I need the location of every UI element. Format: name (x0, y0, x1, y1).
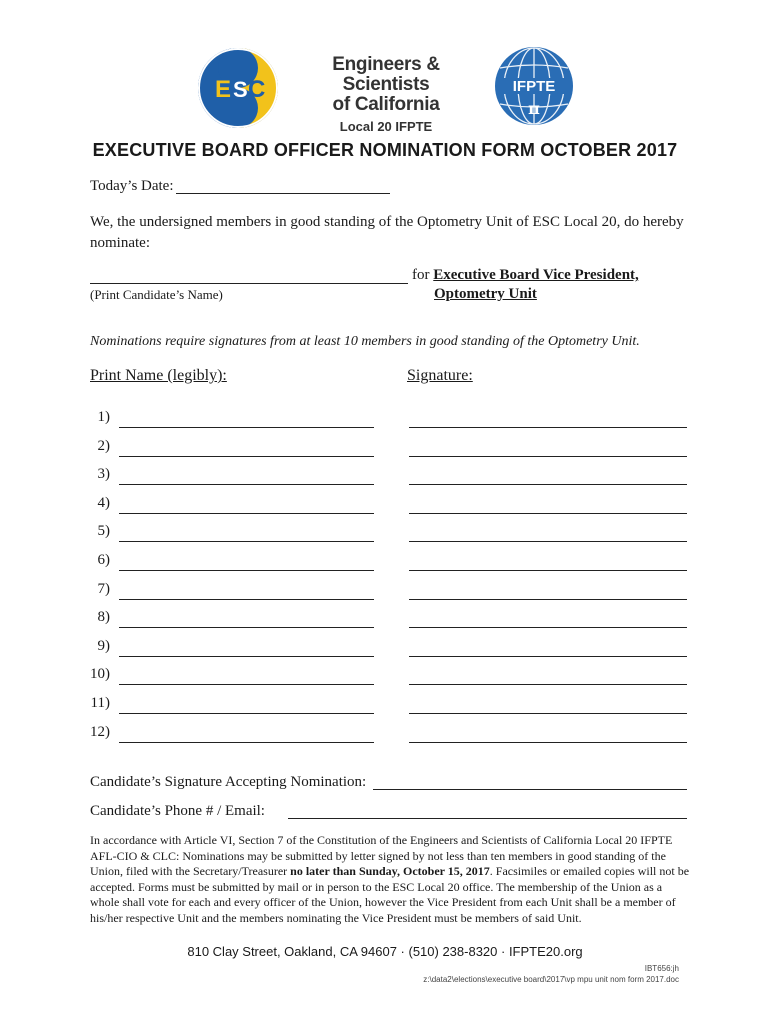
row-number: 5) (97, 523, 110, 540)
paragraph-part1: In accordance with Article VI, Section 7 of the Constitution of the Engineers and Scientists of California Local 20 IFPTE AFL-CIO & CLC: Nominations may be submitted by letter signed by not less than ten members in good standing of the Union, filed with the Secretary/Treasurer (90, 833, 673, 878)
print-name-field[interactable] (119, 656, 374, 657)
nominator-row (0, 638, 770, 666)
esc-logo-s: S (233, 77, 248, 102)
nominator-row (0, 724, 770, 752)
row-number: 10) (90, 666, 110, 683)
esc-logo (197, 47, 279, 129)
nominator-row (0, 438, 770, 466)
row-number: 12) (90, 723, 110, 740)
print-name-field[interactable] (119, 599, 374, 600)
ifpte-logo-pi: π (528, 99, 540, 118)
candidate-name-caption: (Print Candidate’s Name) (90, 287, 223, 302)
phone-email-field[interactable] (288, 818, 687, 819)
todays-date-field[interactable] (176, 193, 390, 194)
row-number: 6) (97, 552, 110, 568)
acceptance-label: Candidate’s Signature Accepting Nomination: (90, 774, 367, 790)
print-name-field[interactable] (119, 456, 374, 457)
ifpte-logo (494, 46, 574, 126)
ifpte-logo-text: IFPTE (512, 78, 556, 95)
row-number: 1) (97, 409, 110, 425)
print-name-field[interactable] (119, 541, 374, 542)
org-name-line3: Local 20 IFPTE (339, 119, 433, 134)
signature-field[interactable] (409, 599, 687, 600)
print-name-field[interactable] (119, 484, 374, 485)
nominator-row (0, 523, 770, 551)
document-path: z:\data2\elections\executive board\2017\vp mpu unit nom form 2017.doc (423, 975, 679, 984)
row-number: 7) (97, 580, 110, 597)
position-line2: Optometry Unit (434, 286, 537, 302)
esc-logo-e: E (215, 76, 232, 103)
acceptance-signature-field[interactable] (373, 789, 687, 790)
print-name-field[interactable] (119, 713, 374, 714)
form-title: EXECUTIVE BOARD OFFICER NOMINATION FORM OCTOBER 2017 (92, 140, 678, 160)
phone-email-label: Candidate’s Phone # / Email: (90, 803, 265, 819)
signature-field[interactable] (409, 713, 687, 714)
signature-field[interactable] (409, 570, 687, 571)
nominator-row (0, 495, 770, 523)
print-name-field[interactable] (119, 627, 374, 628)
row-number: 8) (97, 609, 110, 626)
signature-field[interactable] (409, 513, 687, 514)
print-name-header: Print Name (legibly): (90, 367, 227, 384)
print-name-field[interactable] (119, 684, 374, 685)
position-line1: Executive Board Vice President, (433, 267, 639, 283)
signature-field[interactable] (409, 627, 687, 628)
row-number: 9) (97, 637, 110, 654)
signature-field[interactable] (409, 427, 687, 428)
nominator-row (0, 552, 770, 580)
paragraph-part2: . Facsimiles or emailed copies will not be accepted. Forms must be submitted by mail or in person to the ESC Local 20 office. The membership of the Union as a whole shall vote for each and every officer of the Union, however the Vice President from each Unit shall be a member of his/her respective Unit and the members nominating the Vice President must be members of said Unit. (90, 864, 690, 925)
document-code: IBT656:jh (644, 964, 679, 973)
nominator-row (0, 581, 770, 609)
nominator-row (0, 466, 770, 494)
org-name (288, 55, 484, 137)
print-name-field[interactable] (119, 570, 374, 571)
signature-field[interactable] (409, 484, 687, 485)
paragraph-deadline: no later than Sunday, October 15, 2017 (290, 864, 490, 878)
signature-field[interactable] (409, 456, 687, 457)
signature-field[interactable] (409, 541, 687, 542)
todays-date-label: Today’s Date: (90, 178, 174, 194)
print-name-field[interactable] (119, 742, 374, 743)
candidate-position (412, 265, 639, 285)
print-name-field[interactable] (119, 513, 374, 514)
nominator-row (0, 609, 770, 637)
footer-address: 810 Clay Street, Oakland, CA 94607 · (510) 238-8320 · IFPTE20.org (187, 944, 583, 959)
candidate-name-field[interactable] (90, 283, 408, 284)
signature-field[interactable] (409, 742, 687, 743)
for-word: for (412, 267, 430, 283)
org-name-line1: Engineers & Scientists (332, 54, 440, 95)
row-number: 11) (90, 695, 110, 711)
constitution-paragraph (90, 833, 690, 926)
print-name-field[interactable] (119, 427, 374, 428)
signature-field[interactable] (409, 684, 687, 685)
nominator-row (0, 409, 770, 437)
esc-logo-c: C (248, 76, 266, 103)
nominator-row (0, 666, 770, 694)
signature-requirement-note: Nominations require signatures from at least 10 members in good standing of the Optometry Unit. (90, 334, 640, 349)
row-number: 3) (97, 466, 110, 483)
intro-text: We, the undersigned members in good standing of the Optometry Unit of ESC Local 20, do hereby nominate: (90, 214, 684, 251)
signature-field[interactable] (409, 656, 687, 657)
row-number: 2) (97, 437, 110, 454)
signature-header: Signature: (407, 367, 473, 384)
nominator-row (0, 695, 770, 723)
row-number: 4) (97, 494, 110, 511)
org-name-line2: of California (332, 94, 440, 115)
